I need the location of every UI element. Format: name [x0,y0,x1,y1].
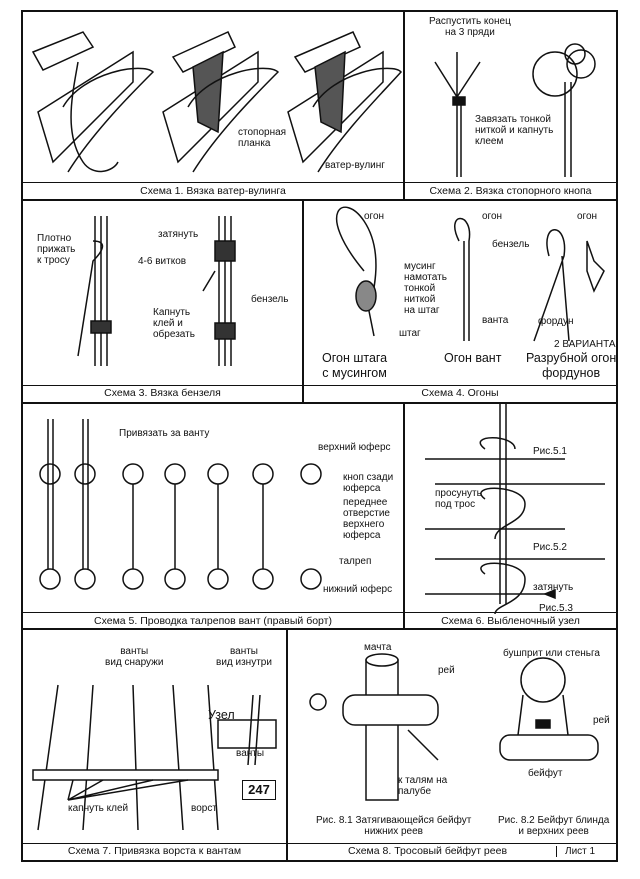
scheme-3 [23,201,302,402]
label-parrel: бейфут [528,768,563,779]
label-fig-5-3: Рис.5.3 [539,603,573,614]
caption-scheme-8: Схема 8. Тросовый бейфут реев [348,845,508,857]
label-knot: Узел [208,708,235,722]
drawing-sheet [21,10,618,862]
label-stay: штаг [399,328,421,339]
label-seizing: бензель [251,294,289,305]
label-tie-thread: Завязать тонкой ниткой и капнуть клеем [475,114,554,147]
label-mousing: мусинг намотать тонкой ниткой на штаг [404,261,447,316]
label-fig-8-1: Рис. 8.1 Затягивающейся бейфут нижних реев [316,815,472,837]
label-ogon-3: огон [577,211,598,222]
label-shroud: ванта [482,315,509,326]
label-lower-deadeye: нижний юферс [323,584,393,595]
label-tie-shroud: Привязать за ванту [119,428,210,439]
label-fig-8-2: Рис. 8.2 Бейфут блинда и верхних реев [498,815,610,837]
label-yard: рей [438,665,455,676]
caption-scheme-6: Схема 6. Выбленочный узел [441,615,580,627]
caption-scheme-2: Схема 2. Вязка стопорного кнопа [429,185,592,197]
label-drop-glue: капнуть клей [68,803,129,814]
scheme-2 [405,12,616,199]
label-fig-5-1: Рис.5.1 [533,446,567,457]
label-to-tackle: к талям на палубе [398,775,448,797]
label-ratline: ворст [191,803,217,814]
label-press-tight: Плотно прижать к тросу [37,233,76,266]
scheme-4 [304,201,616,402]
scheme-5 [23,404,403,628]
label-stopper-plank: стопорная планка [238,127,287,149]
label-water-woolding: ватер-вулинг [325,160,385,171]
label-fig-5-2: Рис.5.2 [533,542,567,553]
scheme-7 [23,630,286,860]
scheme-6 [405,404,616,628]
label-lanyard: талреп [339,556,372,567]
caption-scheme-1: Схема 1. Вязка ватер-вулинга [140,185,286,197]
label-knot-behind: кноп сзади юферса [343,472,394,494]
page-number-box: 247 [242,780,276,800]
scheme-1 [23,12,403,199]
label-upper-deadeye: верхний юферс [318,442,391,453]
title-stay-eye: Огон штага с мусингом [322,351,388,380]
label-ogon-2: огон [482,211,503,222]
stopper-knot-illustration [405,12,616,199]
label-front-hole: переднее отверстие верхнего юферса [343,497,390,541]
label-bowsprit: бушприт или стеньга [503,648,600,659]
caption-scheme-3: Схема 3. Вязка бензеля [104,387,221,399]
label-shrouds-inside: ванты вид изнутри [216,646,272,668]
label-untwist: Распустить конец на 3 пряди [429,16,511,38]
label-shrouds-detail: ванты [236,748,265,759]
title-fordun-eye: Разрубной огон фордунов [526,351,617,380]
label-mast: мачта [364,642,392,653]
scheme-8 [288,630,616,860]
caption-scheme-5: Схема 5. Проводка талрепов вант (правый борт) [94,615,332,627]
caption-scheme-7: Схема 7. Привязка ворста к вантам [67,845,242,857]
label-pass-under: просунуть под трос [435,488,482,510]
clove-hitch-illustration [405,404,616,628]
label-ogon-1: огон [364,211,385,222]
label-tighten-6: затянуть [533,582,574,593]
label-yard-2: рей [593,715,610,726]
label-seizing-4: бензель [492,239,530,250]
label-turns: 4-6 витков [138,256,187,267]
caption-scheme-4: Схема 4. Огоны [421,387,499,399]
sheet-number: Лист 1 [556,846,595,857]
label-glue-cut: Капнуть клей и обрезать [153,307,195,340]
label-tighten: затянуть [158,229,199,240]
label-shrouds-outside: ванты вид снаружи [105,646,164,668]
label-fordun: фордун [538,316,574,327]
label-variants: 2 ВАРИАНТА [554,339,616,350]
title-shroud-eye: Огон вант [444,351,502,365]
